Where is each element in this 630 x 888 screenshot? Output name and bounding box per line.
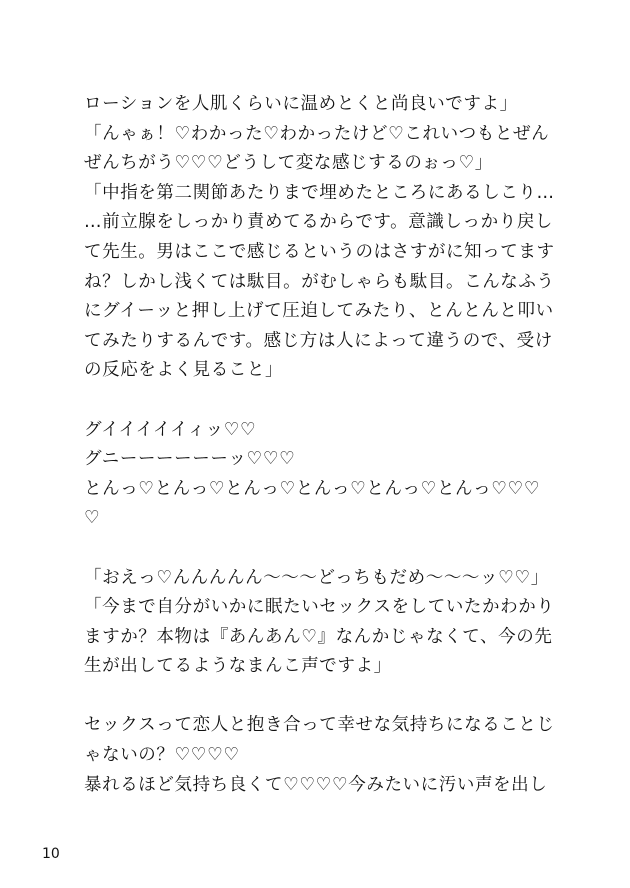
text-line: 「おえっ♡んんんんん〜〜〜どっちもだめ〜〜〜ッ♡♡」 <box>84 567 549 588</box>
text-line: …前立腺をしっかり責めてるからです。意識しっかり戻し <box>84 212 554 233</box>
blank-line <box>84 682 554 712</box>
text-line: ね？しかし浅くては駄目。がむしゃらも駄目。こんなふう <box>84 271 555 292</box>
text-line: ♡ <box>84 508 101 529</box>
text-line: セックスって恋人と抱き合って幸せな気持ちになることじ <box>84 715 555 736</box>
text-line: て先生。男はここで感じるというのはさすがに知ってます <box>84 241 555 262</box>
text-line: 生が出してるようなまんこ声ですよ」 <box>84 656 392 677</box>
text-line: にグイーッと押し上げて圧迫してみたり、とんとんと叩い <box>84 301 554 322</box>
text-line: の反応をよく見ること」 <box>84 360 284 381</box>
text-line: 「んゃぁ！♡わかった♡わかったけど♡これいつもとぜん <box>84 123 550 144</box>
text-line: 「中指を第二関節あたりまで埋めたところにあるしこり… <box>84 182 555 203</box>
blank-line <box>84 386 554 416</box>
text-line: ぜんちがう♡♡♡どうして変な感じするのぉっ♡」 <box>84 153 493 174</box>
text-line: 「今まで自分がいかに眠たいセックスをしていたかわかり <box>84 597 555 618</box>
text-line: てみたりするんです。感じ方は人によって違うので、受け <box>84 330 553 351</box>
text-line: ゃないの？♡♡♡♡ <box>84 745 240 766</box>
text-line: とんっ♡とんっ♡とんっ♡とんっ♡とんっ♡とんっ♡♡♡ <box>84 478 541 499</box>
blank-line <box>84 534 554 564</box>
text-line: ローションを人肌くらいに温めとくと尚良いですよ」 <box>84 94 518 114</box>
body-text <box>84 90 554 800</box>
text-line: 暴れるほど気持ち良くて♡♡♡♡今みたいに汚い声を出し <box>84 774 548 795</box>
text-line: グイイイイイィッ♡♡ <box>84 419 257 440</box>
page-number: 10 <box>42 846 60 862</box>
text-line: グニーーーーーーッ♡♡♡ <box>84 449 296 470</box>
text-line: ますか？本物は『あんあん♡』なんかじゃなくて、今の先 <box>84 626 553 647</box>
